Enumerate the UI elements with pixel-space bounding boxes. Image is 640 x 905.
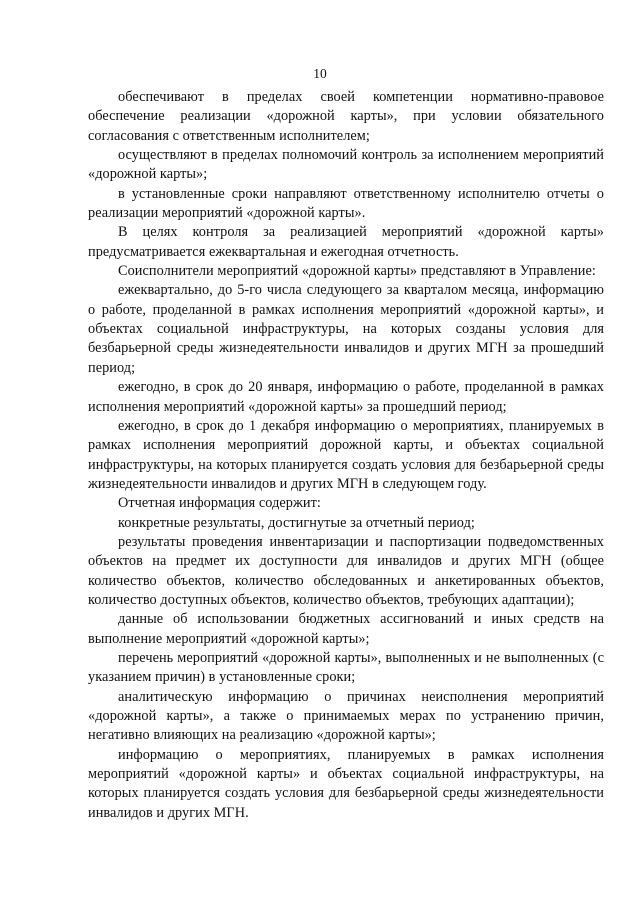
paragraph: данные об использовании бюджетных ассигнований и иных средств на выполнение мероприятий «дорожной карты»; <box>88 611 604 647</box>
body-text <box>88 88 604 823</box>
paragraph: конкретные результаты, достигнутые за отчетный период; <box>118 514 475 531</box>
paragraph: обеспечивают в пределах своей компетенции нормативно-правовое обеспечение реализации «дорожной карты», при условии обязательного согласования с ответственным исполнителем; <box>88 89 604 144</box>
paragraph: в установленные сроки направляют ответственному исполнителю отчеты о реализации мероприятий «дорожной карты». <box>88 185 604 222</box>
paragraph: информацию о мероприятиях, планируемых в рамках исполнения мероприятий «дорожной карты» и объектах социальной инфраструктуры, на которых планируется создать условия для безбарьерной среды жизнедеятельности инвалидов и других МГН. <box>88 746 604 821</box>
paragraph: Соисполнители мероприятий «дорожной карты» представляют в Управление: <box>118 263 596 280</box>
paragraph: результаты проведения инвентаризации и паспортизации подведомственных объектов на предмет их доступности для инвалидов и других МГН (общее количество объектов, количество обследованных и анкетированных объектов, количество доступных объектов, количество объектов, требующих адаптации); <box>88 533 604 608</box>
page-number: 10 <box>313 66 327 81</box>
paragraph: ежегодно, в срок до 1 декабря информацию о мероприятиях, планируемых в рамках исполнения мероприятий дорожной карты, и объектах социальной инфраструктуры, на которых планируется создать условия для безбарьерной среды жизнедеятельности инвалидов и других МГН в следующем году. <box>88 417 604 492</box>
paragraph: аналитическую информацию о причинах неисполнения мероприятий «дорожной карты», а также о принимаемых мерах по устранению причин, негативно влияющих на реализацию «дорожной карты»; <box>88 688 604 744</box>
paragraph: осуществляют в пределах полномочий контроль за исполнением мероприятий «дорожной карты»; <box>88 147 604 183</box>
paragraph: Отчетная информация содержит: <box>118 495 321 512</box>
paragraph: перечень мероприятий «дорожной карты», выполненных и не выполненных (с указанием причин) в установленные сроки; <box>88 649 604 686</box>
paragraph: ежегодно, в срок до 20 января, информацию о работе, проделанной в рамках исполнения мероприятий «дорожной карты» за прошедший период; <box>88 379 604 415</box>
paragraph: ежеквартально, до 5-го числа следующего за кварталом месяца, информацию о работе, проделанной в рамках исполнения мероприятий «дорожной карты», и объектах социальной инфраструктуры, на которых созданы условия для безбарьерной среды жизнедеятельности инвалидов и других МГН за прошедший период; <box>88 282 604 376</box>
paragraph: В целях контроля за реализацией мероприятий «дорожной карты» предусматривается ежеквартальная и ежегодная отчетность. <box>88 224 604 260</box>
